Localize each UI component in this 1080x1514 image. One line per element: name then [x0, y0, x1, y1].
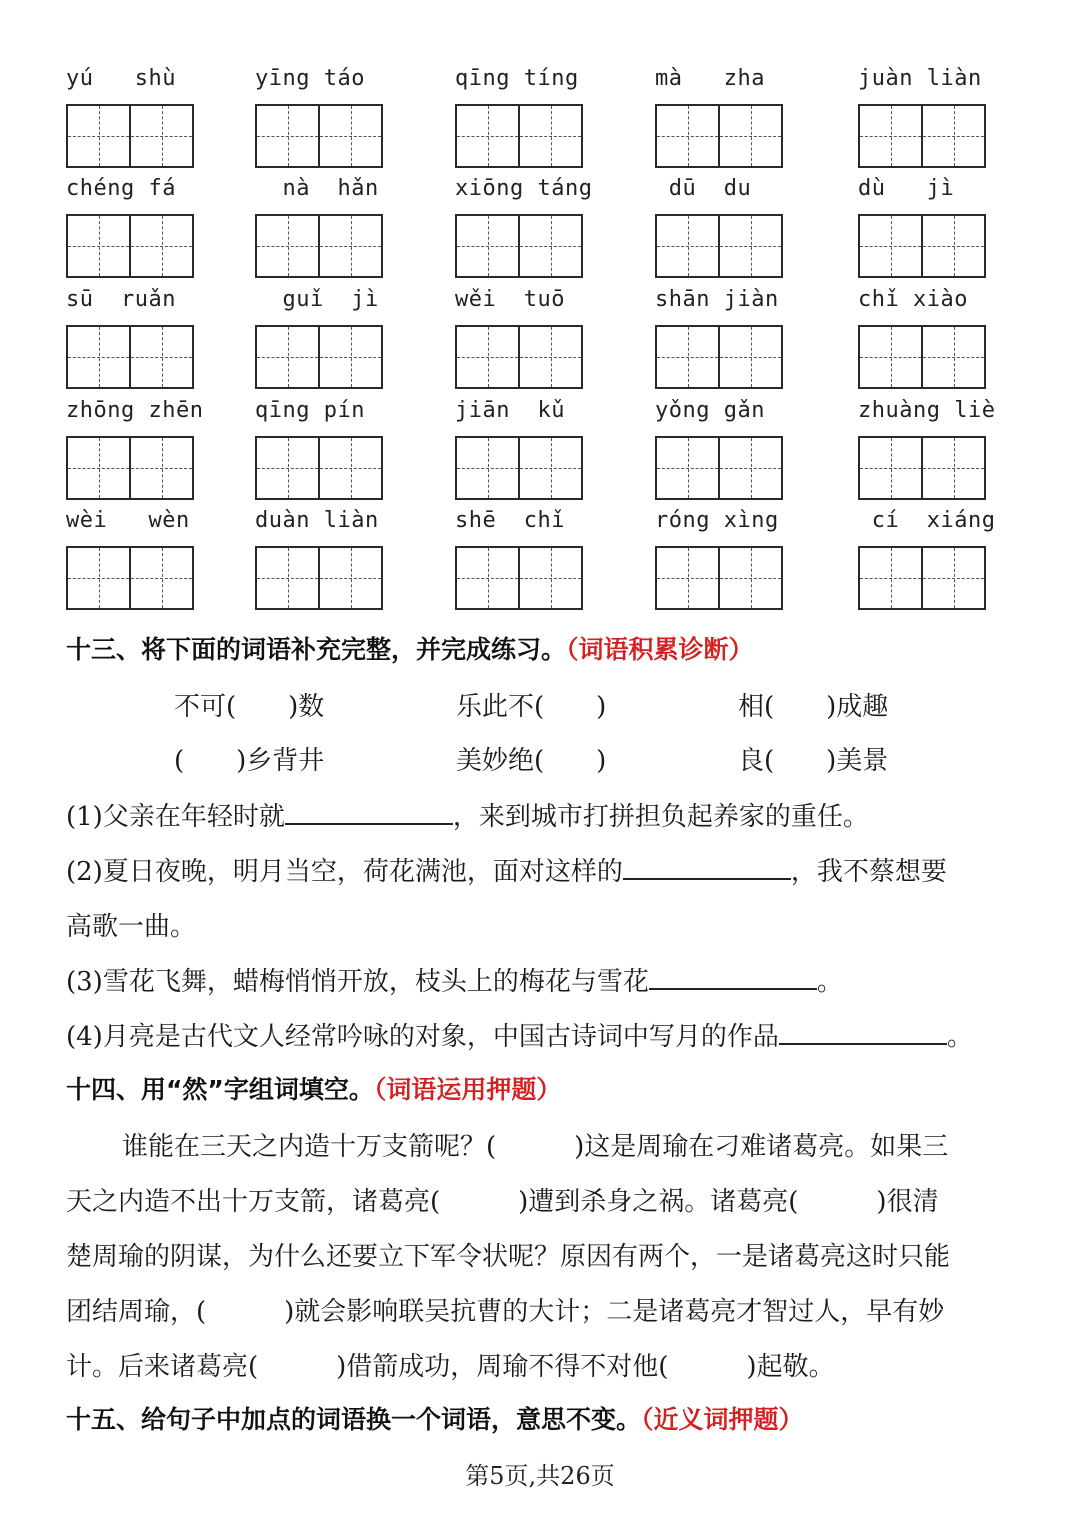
writing-boxes	[255, 214, 383, 278]
character-box[interactable]	[68, 438, 129, 498]
pinyin-label: yú shù	[66, 66, 176, 91]
character-box[interactable]	[318, 548, 381, 608]
writing-boxes	[858, 436, 986, 500]
question-3-text-a: (3)雪花飞舞，蜡梅悄悄开放，枝头上的梅花与雪花	[66, 967, 649, 997]
character-box[interactable]	[518, 548, 581, 608]
writing-boxes	[655, 436, 783, 500]
question-3	[66, 961, 843, 998]
pinyin-label: wěi tuō	[455, 287, 565, 312]
character-box[interactable]	[318, 106, 381, 166]
pinyin-label: dū du	[655, 176, 752, 201]
section-14-heading	[66, 1070, 561, 1106]
answer-blank-1[interactable]	[285, 799, 453, 825]
character-box[interactable]	[257, 106, 318, 166]
pinyin-label: nà hǎn	[255, 176, 379, 201]
pinyin-label: guǐ jì	[255, 287, 379, 312]
character-box[interactable]	[457, 106, 518, 166]
question-2-text-a: (2)夏日夜晚，明月当空，荷花满池，面对这样的	[66, 857, 623, 887]
pinyin-label: chǐ xiào	[858, 287, 968, 312]
pinyin-label: róng xìng	[655, 508, 779, 533]
character-box[interactable]	[129, 216, 192, 276]
section-15-heading	[66, 1400, 804, 1436]
pinyin-label: dù jì	[858, 176, 955, 201]
pinyin-label: qīng tíng	[455, 66, 579, 91]
writing-boxes	[858, 546, 986, 610]
character-box[interactable]	[518, 438, 581, 498]
character-box[interactable]	[518, 106, 581, 166]
question-4	[66, 1016, 973, 1053]
section-15-tag: （近义词押题）	[641, 1405, 804, 1434]
section-13-tag: （词语积累诊断）	[566, 635, 754, 664]
passage-line-2: 天之内造不出十万支箭，诸葛亮( )遭到杀身之祸。诸葛亮( )很清	[66, 1187, 939, 1217]
section-15-title: 十五、给句子中加点的词语换一个词语，意思不变。	[66, 1405, 642, 1434]
pinyin-label: sū ruǎn	[66, 287, 176, 312]
writing-boxes	[455, 214, 583, 278]
pinyin-label: yīng táo	[255, 66, 365, 91]
passage-line-4: 团结周瑜，( )就会影响联吴抗曹的大计；二是诸葛亮才智过人，早有妙	[66, 1297, 945, 1327]
character-box[interactable]	[257, 216, 318, 276]
pinyin-label: juàn liàn	[858, 66, 982, 91]
character-box[interactable]	[718, 106, 781, 166]
writing-boxes	[66, 546, 194, 610]
passage-line-1: 谁能在三天之内造十万支箭呢？( )这是周瑜在刁难诸葛亮。如果三	[122, 1132, 949, 1162]
writing-boxes	[455, 104, 583, 168]
idiom-1-1: 不可( )数	[174, 692, 325, 722]
character-box[interactable]	[457, 438, 518, 498]
section-14-title: 十四、用“然”字组词填空。	[66, 1075, 374, 1104]
character-box[interactable]	[718, 327, 781, 387]
writing-boxes	[858, 104, 986, 168]
writing-boxes	[655, 325, 783, 389]
idiom-2-1: ( )乡背井	[174, 746, 325, 776]
pinyin-label: shē chǐ	[455, 508, 565, 533]
idiom-1-2: 乐此不( )	[456, 692, 607, 722]
writing-boxes	[655, 104, 783, 168]
passage-line-3: 楚周瑜的阴谋，为什么还要立下军令状呢？原因有两个，一是诸葛亮这时只能	[66, 1242, 951, 1272]
pinyin-label: shān jiàn	[655, 287, 779, 312]
writing-boxes	[66, 436, 194, 500]
character-box[interactable]	[657, 106, 718, 166]
idiom-1-3: 相( )成趣	[738, 692, 889, 722]
pinyin-label: qīng pín	[255, 398, 365, 423]
character-box[interactable]	[860, 438, 921, 498]
question-1-text-b: ，来到城市打拼担负起养家的重任。	[452, 802, 869, 832]
writing-boxes	[455, 436, 583, 500]
question-4-text-b: 。	[946, 1022, 973, 1052]
character-box[interactable]	[921, 548, 984, 608]
character-box[interactable]	[657, 327, 718, 387]
page-number: 第5页,共26页	[465, 1462, 615, 1490]
section-13-title: 十三、将下面的词语补充完整，并完成练习。	[66, 635, 567, 664]
pinyin-label: chéng fá	[66, 176, 176, 201]
character-box[interactable]	[318, 438, 381, 498]
character-box[interactable]	[921, 106, 984, 166]
idiom-2-3: 良( )美景	[738, 746, 889, 776]
pinyin-label: duàn liàn	[255, 508, 379, 533]
writing-boxes	[455, 325, 583, 389]
character-box[interactable]	[921, 327, 984, 387]
character-box[interactable]	[518, 216, 581, 276]
section-14-tag: （词语运用押题）	[373, 1075, 562, 1104]
character-box[interactable]	[129, 438, 192, 498]
pinyin-label: zhuàng liè	[858, 398, 996, 423]
character-box[interactable]	[129, 106, 192, 166]
character-box[interactable]	[457, 327, 518, 387]
character-box[interactable]	[68, 548, 129, 608]
answer-blank-3[interactable]	[649, 964, 817, 990]
character-box[interactable]	[657, 548, 718, 608]
character-box[interactable]	[129, 548, 192, 608]
answer-blank-4[interactable]	[779, 1019, 947, 1045]
pinyin-label: yǒng gǎn	[655, 398, 765, 423]
pinyin-label: mà zha	[655, 66, 765, 91]
question-4-text-a: (4)月亮是古代文人经常吟咏的对象，中国古诗词中写月的作品	[66, 1022, 779, 1052]
character-box[interactable]	[68, 327, 129, 387]
character-box[interactable]	[129, 327, 192, 387]
character-box[interactable]	[68, 106, 129, 166]
character-box[interactable]	[257, 327, 318, 387]
character-box[interactable]	[718, 438, 781, 498]
character-box[interactable]	[318, 216, 381, 276]
question-2-cont: 高歌一曲。	[66, 912, 197, 942]
character-box[interactable]	[257, 548, 318, 608]
character-box[interactable]	[518, 327, 581, 387]
writing-boxes	[255, 436, 383, 500]
character-box[interactable]	[457, 216, 518, 276]
character-box[interactable]	[718, 548, 781, 608]
pinyin-label: wèi wèn	[66, 508, 190, 533]
writing-boxes	[66, 104, 194, 168]
question-2-text-b: ，我不蔡想要	[790, 857, 947, 887]
character-box[interactable]	[718, 216, 781, 276]
writing-boxes	[255, 104, 383, 168]
character-box[interactable]	[68, 216, 129, 276]
question-1	[66, 796, 869, 833]
section-13-heading	[66, 630, 754, 666]
question-2	[66, 851, 947, 888]
pinyin-label: cí xiáng	[858, 508, 996, 533]
idiom-2-2: 美妙绝( )	[456, 746, 607, 776]
character-box[interactable]	[318, 327, 381, 387]
question-3-text-b: 。	[816, 967, 843, 997]
character-box[interactable]	[860, 106, 921, 166]
writing-boxes	[655, 546, 783, 610]
writing-boxes	[655, 214, 783, 278]
writing-boxes	[455, 546, 583, 610]
passage-line-5: 计。后来诸葛亮( )借箭成功，周瑜不得不对他( )起敬。	[66, 1352, 835, 1382]
character-box[interactable]	[921, 438, 984, 498]
answer-blank-2[interactable]	[623, 854, 791, 880]
character-box[interactable]	[657, 216, 718, 276]
writing-boxes	[255, 546, 383, 610]
writing-boxes	[66, 214, 194, 278]
writing-boxes	[255, 325, 383, 389]
character-box[interactable]	[457, 548, 518, 608]
pinyin-label: xiōng táng	[455, 176, 593, 201]
character-box[interactable]	[860, 216, 921, 276]
pinyin-label: jiān kǔ	[455, 398, 565, 423]
character-box[interactable]	[921, 216, 984, 276]
character-box[interactable]	[860, 327, 921, 387]
character-box[interactable]	[257, 438, 318, 498]
pinyin-label: zhōng zhēn	[66, 398, 204, 423]
writing-boxes	[66, 325, 194, 389]
writing-boxes	[858, 214, 986, 278]
writing-boxes	[858, 325, 986, 389]
character-box[interactable]	[860, 548, 921, 608]
character-box[interactable]	[657, 438, 718, 498]
question-1-text-a: (1)父亲在年轻时就	[66, 802, 285, 832]
